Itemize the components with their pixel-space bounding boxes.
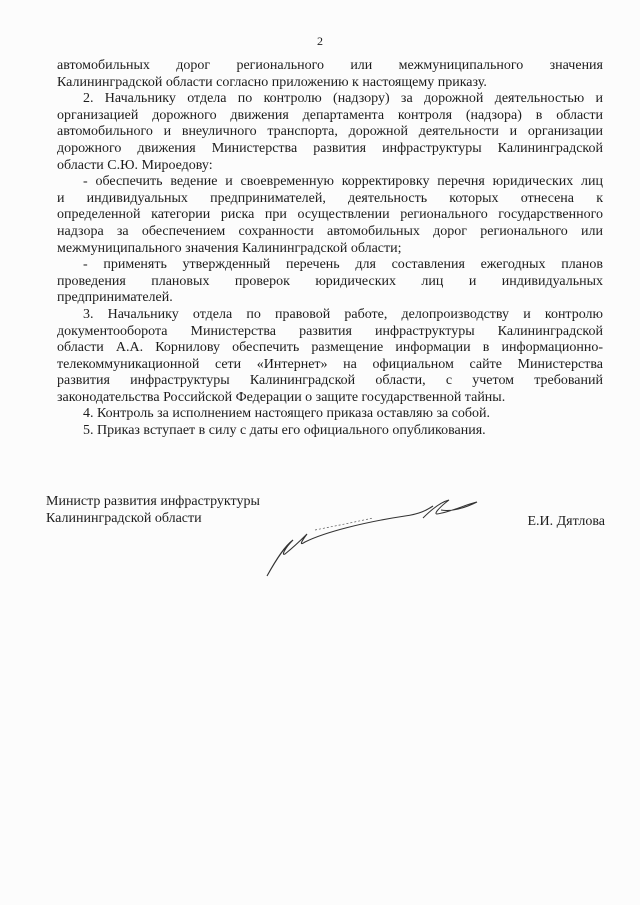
text-line: автомобильных дорог регионального или межмуниципального значения [57,58,603,73]
text-line: законодательства Российской Федерации о защите государственной тайны. [57,389,506,405]
paragraph-6 [57,406,603,423]
text-line: предпринимателей. [57,290,173,306]
text-line: области С.Ю. Мироедову: [57,157,213,173]
text-line: 3. Начальнику отдела по правовой работе, делопроизводству и контролю [83,306,603,322]
text-line: 2. Начальнику отдела по контролю (надзору) за дорожной деятельностью и [83,91,603,107]
text-line: организацией дорожного движения департамента контроля (надзора) в области [57,107,603,123]
handwritten-signature [255,488,485,588]
signatory-position [46,494,260,527]
signatory-position-line-1: Министр развития инфраструктуры [46,494,260,509]
paragraph-1 [57,58,603,91]
text-line: области А.А. Корнилову обеспечить размещение информации в информационно- [57,340,603,356]
text-line: 5. Приказ вступает в силу с даты его официального опубликования. [83,423,486,439]
text-line: 4. Контроль за исполнением настоящего приказа оставляю за собой. [83,406,491,422]
text-line: телекоммуникационной сети «Интернет» на официальном сайте Министерства [57,356,603,372]
text-line: автомобильного и внеуличного транспорта, дорожной деятельности и организации [57,124,603,140]
text-line: дорожного движения Министерства развития инфраструктуры Калининградской [57,140,603,156]
text-line: - применять утвержденный перечень для составления ежегодных планов [83,257,603,273]
paragraph-4 [57,257,603,307]
text-line: надзора за обеспечением сохранности автомобильных дорог регионального или [57,223,603,239]
text-line: Калининградской области согласно приложению к настоящему приказу. [57,74,487,90]
page-number: 2 [317,34,323,48]
signatory-name: Е.И. Дятлова [527,514,605,529]
signatory-position-line-2: Калининградской области [46,510,202,526]
paragraph-7 [57,423,603,440]
text-line: документооборота Министерства развития инфраструктуры Калининградской [57,323,603,339]
text-line: проведения плановых проверок юридических лиц и индивидуальных [57,273,603,289]
text-line: определенной категории риска при осуществлении регионального государственного [57,207,603,223]
paragraph-2 [57,91,603,174]
paragraph-3 [57,174,603,257]
text-line: межмуниципального значения Калининградской области; [57,240,402,256]
text-line: развития инфраструктуры Калининградской области, с учетом требований [57,373,603,389]
text-line: - обеспечить ведение и своевременную корректировку перечня юридических лиц [83,174,603,190]
paragraph-5 [57,307,603,407]
document-body [57,58,603,440]
text-line: и индивидуальных предпринимателей, деятельность которых отнесена к [57,190,603,206]
